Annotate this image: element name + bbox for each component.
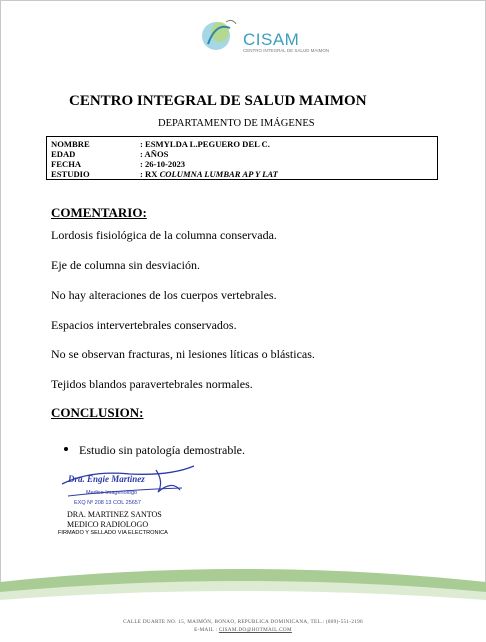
doctor-name: DRA. MARTINEZ SANTOS	[67, 510, 162, 519]
patient-value: : AÑOS	[140, 149, 169, 159]
logo-name: CISAM	[243, 30, 300, 49]
stamp-title: Medico Imagenologo	[86, 490, 138, 496]
department-title: DEPARTAMENTO DE IMÁGENES	[158, 118, 315, 129]
patient-value	[140, 169, 278, 179]
patient-info-box	[46, 136, 438, 180]
signed-note: FIRMADO Y SELLADO VIA ELECTRONICA	[58, 530, 168, 536]
doctor-title: MEDICO RADIOLOGO	[67, 520, 149, 529]
study-name: COLUMNA LUMBAR AP Y LAT	[159, 169, 278, 179]
logo-subtitle: CENTRO INTEGRAL DE SALUD MAIMON	[243, 48, 330, 53]
comentario-line: Lordosis fisiológica de la columna conservada.	[51, 228, 277, 242]
patient-label: ESTUDIO	[51, 169, 90, 179]
conclusion-heading: CONCLUSION:	[51, 405, 144, 420]
patient-label: FECHA	[51, 159, 82, 169]
comentario-line: Tejidos blandos paravertebrales normales.	[51, 377, 253, 391]
study-prefix: : RX	[140, 169, 160, 179]
stamp-name: Dra. Engie Martinez	[68, 474, 145, 484]
footer-email-link[interactable]: CISAM.DO@HOTMAIL.COM	[218, 627, 292, 633]
patient-value: : 26-10-2023	[140, 159, 186, 169]
comentario-line: Espacios intervertebrales conservados.	[51, 318, 237, 332]
conclusion-item: Estudio sin patología demostrable.	[79, 443, 245, 457]
stamp-license: EXQ Nº 208 13 COL 25657	[74, 500, 141, 506]
doctor-credentials	[67, 510, 162, 530]
document-title: CENTRO INTEGRAL DE SALUD MAIMON	[69, 93, 367, 109]
footer-email-label: E-MAIL :	[194, 627, 219, 633]
footer-email-line	[0, 627, 486, 633]
patient-label: EDAD	[51, 149, 76, 159]
comentario-line: Eje de columna sin desviación.	[51, 258, 200, 272]
comentario-heading: COMENTARIO:	[51, 205, 147, 220]
bullet-icon	[64, 447, 68, 451]
comentario-line: No hay alteraciones de los cuerpos vertebrales.	[51, 288, 277, 302]
patient-value: : ESMYLDA L.PEGUERO DEL C.	[140, 139, 270, 149]
comentario-line: No se observan fracturas, ni lesiones líticas o blásticas.	[51, 347, 315, 361]
footer-address: CALLE DUARTE NO. 15, MAIMÓN, BONAO, REPUBLICA DOMINICANA, TEL.: (809)-551-2196	[123, 619, 363, 625]
signature-stamp	[60, 462, 200, 512]
patient-label: NOMBRE	[51, 139, 90, 149]
